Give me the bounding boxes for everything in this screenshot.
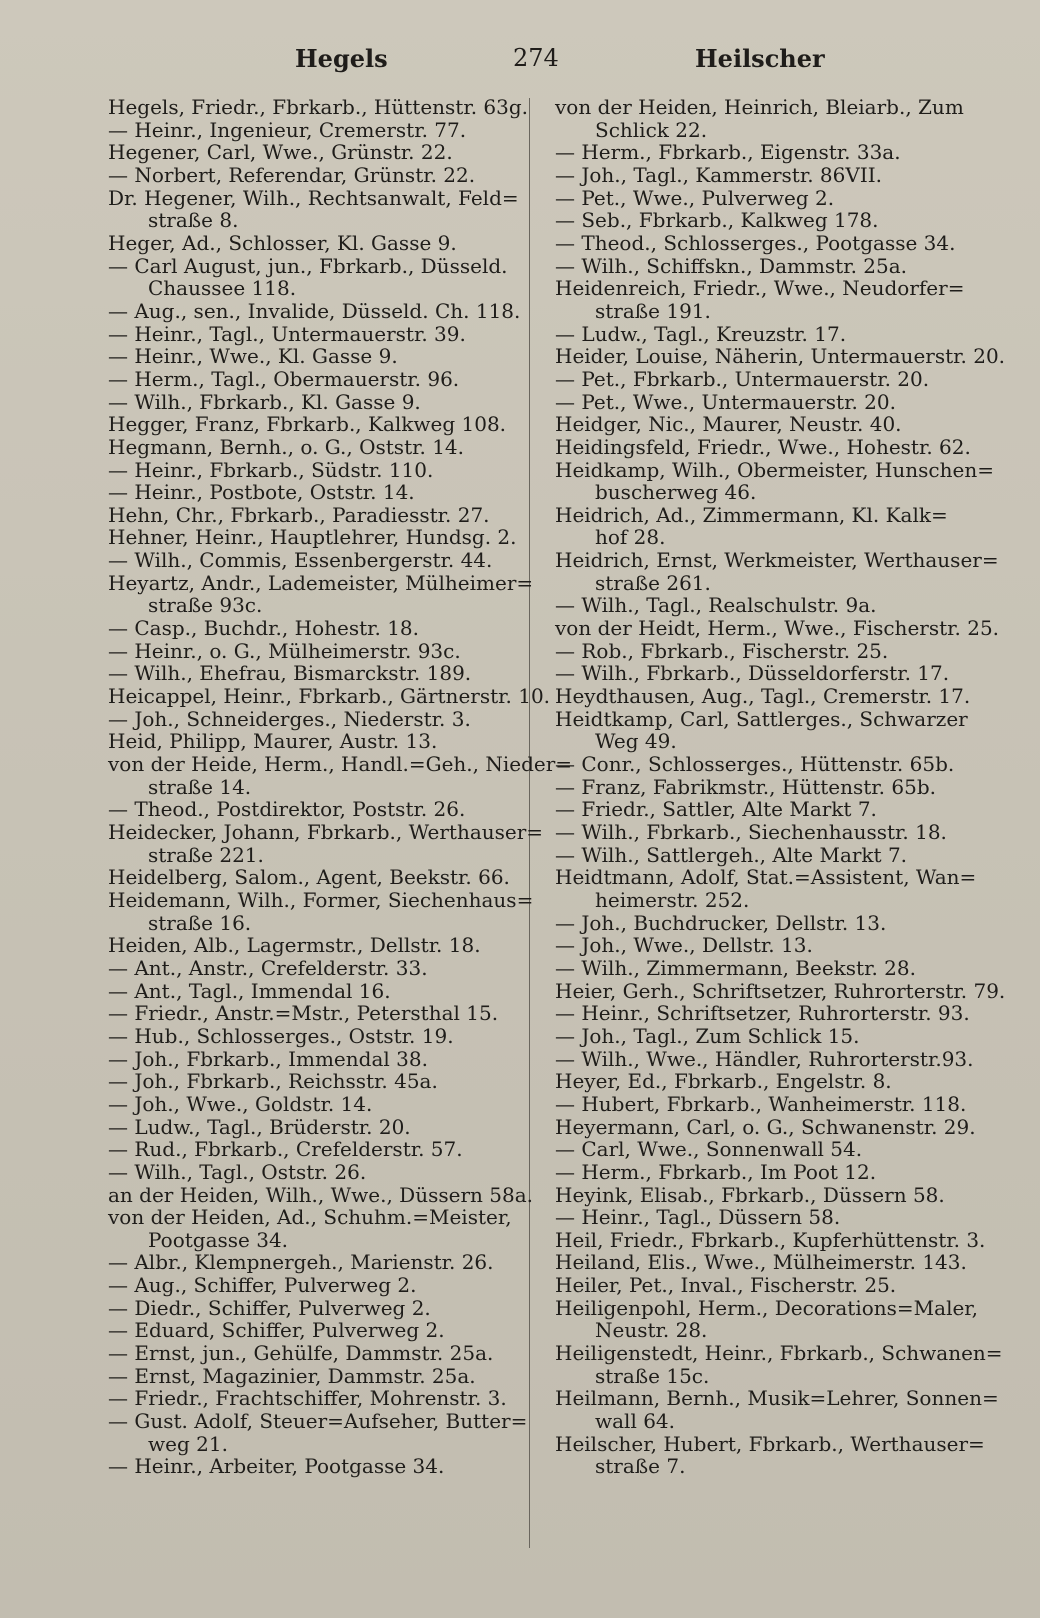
directory-entry: [108, 345, 533, 368]
entry-text: — Heinr., Postbote, Oststr. 14.: [108, 480, 415, 505]
entry-text: Heicappel, Heinr., Fbrkarb., Gärtnerstr. 10.: [108, 684, 551, 709]
entry-text: — Wilh., Ehefrau, Bismarckstr. 189.: [108, 661, 472, 686]
entry-text: — Wilh., Sattlergeh., Alte Markt 7.: [555, 842, 908, 867]
header-first-name: Hegels: [295, 44, 388, 73]
directory-entry: [108, 957, 533, 980]
entry-text: Heger, Ad., Schlosser, Kl. Gasse 9.: [108, 230, 457, 255]
directory-entry: [108, 730, 533, 753]
directory-entry: [108, 980, 533, 1003]
entry-text: — Eduard, Schiffer, Pulverweg 2.: [108, 1318, 445, 1343]
directory-entry: [555, 912, 980, 935]
entry-text: — Pet., Wwe., Untermauerstr. 20.: [555, 389, 896, 414]
entry-text: — Heinr., Schriftsetzer, Ruhrorterstr. 93.: [555, 1001, 970, 1026]
directory-entry: [108, 1455, 533, 1478]
entry-text: — Friedr., Sattler, Alte Markt 7.: [555, 797, 877, 822]
entry-text: — Casp., Buchdr., Hohestr. 18.: [108, 616, 420, 641]
entry-text: Hegger, Franz, Fbrkarb., Kalkweg 108.: [108, 412, 507, 437]
entry-text: Heidkamp, Wilh., Obermeister, Hunschen=: [555, 457, 994, 482]
directory-entry: [555, 413, 980, 436]
directory-entry: [555, 1070, 980, 1093]
entry-continuation: Neustr. 28.: [595, 1318, 708, 1343]
entry-continuation: Weg 49.: [595, 729, 677, 754]
directory-entry: [108, 187, 533, 232]
directory-entry: [108, 1387, 533, 1410]
left-column: [108, 95, 573, 1479]
directory-entry: [108, 1048, 533, 1071]
entry-text: Heydthausen, Aug., Tagl., Cremerstr. 17.: [555, 684, 971, 709]
directory-entry: [555, 685, 980, 708]
directory-entry: [555, 753, 980, 776]
entry-continuation: heimerstr. 252.: [595, 887, 750, 912]
directory-entry: [108, 1365, 533, 1388]
entry-text: — Wilh., Fbrkarb., Düsseldorferstr. 17.: [555, 661, 950, 686]
entry-text: — Joh., Wwe., Goldstr. 14.: [108, 1091, 373, 1116]
entry-continuation: Schlick 22.: [595, 117, 708, 142]
entry-text: Heidecker, Johann, Fbrkarb., Werthauser=: [108, 820, 544, 844]
entry-continuation: straße 8.: [148, 208, 239, 233]
entry-text: Heier, Gerh., Schriftsetzer, Ruhrorterstr. 79.: [555, 978, 1006, 1003]
directory-entry: [555, 798, 980, 821]
directory-entry: [555, 640, 980, 663]
entry-text: Hegener, Carl, Wwe., Grünstr. 22.: [108, 140, 453, 165]
entry-text: Heidingsfeld, Friedr., Wwe., Hohestr. 62.: [555, 434, 971, 459]
directory-entry: [555, 708, 980, 753]
entry-text: — Joh., Schneiderges., Niederstr. 3.: [108, 706, 471, 731]
header-last-name: Heilscher: [695, 44, 825, 73]
directory-entry: [108, 1342, 533, 1365]
entry-text: Heyink, Elisab., Fbrkarb., Düssern 58.: [555, 1182, 945, 1207]
entry-text: Dr. Hegener, Wilh., Rechtsanwalt, Feld=: [108, 185, 519, 210]
entry-text: — Wilh., Schiffskn., Dammstr. 25a.: [555, 253, 908, 278]
entry-text: — Heinr., Arbeiter, Pootgasse 34.: [108, 1454, 445, 1479]
entry-text: Heidenreich, Friedr., Wwe., Neudorfer=: [555, 276, 965, 301]
entry-text: — Aug., Schiffer, Pulverweg 2.: [108, 1273, 417, 1298]
entry-text: — Ludw., Tagl., Brüderstr. 20.: [108, 1114, 411, 1139]
directory-entry: [108, 640, 533, 663]
entry-text: Heider, Louise, Näherin, Untermauerstr. 20.: [555, 344, 1006, 369]
directory-entry: [108, 323, 533, 346]
page-number: 274: [513, 44, 559, 72]
entry-text: — Herm., Fbrkarb., Eigenstr. 33a.: [555, 140, 901, 165]
entry-text: — Herm., Tagl., Obermauerstr. 96.: [108, 366, 460, 391]
directory-entry: [108, 436, 533, 459]
directory-entry: [108, 798, 533, 821]
entry-text: — Wilh., Fbrkarb., Kl. Gasse 9.: [108, 389, 421, 414]
entry-text: Heilmann, Bernh., Musik=Lehrer, Sonnen=: [555, 1386, 999, 1411]
directory-entry: [108, 526, 533, 549]
entry-text: Heil, Friedr., Fbrkarb., Kupferhüttenstr. 3.: [555, 1227, 986, 1252]
entry-text: Heidelberg, Salom., Agent, Beekstr. 66.: [108, 865, 510, 890]
directory-entry: [555, 1341, 1003, 1388]
directory-entry: [555, 344, 1006, 369]
directory-entry: [108, 662, 533, 685]
directory-entry: [555, 1002, 980, 1025]
entry-text: — Heinr., Ingenieur, Cremerstr. 77.: [108, 117, 467, 142]
entry-text: — Wilh., Fbrkarb., Siechenhausstr. 18.: [555, 820, 947, 844]
directory-entry: [108, 684, 551, 709]
entry-text: Heyartz, Andr., Lademeister, Mülheimer=: [108, 570, 534, 595]
right-column: [555, 95, 1006, 1479]
directory-entry: [555, 934, 980, 957]
directory-entry: [555, 1386, 999, 1434]
entry-text: Heyer, Ed., Fbrkarb., Engelstr. 8.: [555, 1069, 892, 1094]
entry-text: von der Heidt, Herm., Wwe., Fischerstr. 25.: [555, 616, 1000, 641]
entry-text: — Wilh., Tagl., Oststr. 26.: [108, 1159, 367, 1184]
entry-text: — Joh., Tagl., Kammerstr. 86VII.: [555, 162, 882, 187]
directory-entry: [108, 300, 533, 323]
entry-text: — Diedr., Schiffer, Pulverweg 2.: [108, 1295, 431, 1320]
entry-text: — Ludw., Tagl., Kreuzstr. 17.: [555, 321, 847, 346]
directory-entry: [555, 164, 980, 187]
directory-entry: [555, 821, 980, 844]
directory-entry: [108, 1161, 533, 1184]
directory-entry: [555, 1227, 986, 1252]
directory-entry: [555, 1297, 980, 1342]
entry-text: — Wilh., Tagl., Realschulstr. 9a.: [555, 593, 877, 618]
directory-entry: [555, 866, 980, 911]
entry-text: — Gust. Adolf, Steuer=Aufseher, Butter=: [108, 1409, 528, 1434]
directory-entry: [108, 617, 533, 640]
directory-entry: [555, 1206, 980, 1229]
entry-continuation: straße 93c.: [148, 593, 263, 618]
entry-text: Heiligenstedt, Heinr., Fbrkarb., Schwanen=: [555, 1341, 1003, 1366]
directory-entry: [555, 1184, 980, 1207]
directory-entry: [108, 1116, 533, 1139]
entry-text: — Pet., Wwe., Pulverweg 2.: [555, 185, 835, 210]
entry-text: — Heinr., o. G., Mülheimerstr. 93c.: [108, 638, 461, 663]
directory-entry: [108, 866, 533, 889]
entry-text: — Ernst, jun., Gehülfe, Dammstr. 25a.: [108, 1341, 494, 1366]
entry-text: — Theod., Postdirektor, Poststr. 26.: [108, 797, 466, 822]
directory-entry: [555, 232, 980, 255]
directory-entry: [555, 1093, 980, 1116]
directory-entry: [108, 1410, 533, 1455]
directory-entry: [108, 1251, 533, 1274]
entry-text: Heidrich, Ad., Zimmermann, Kl. Kalk=: [555, 502, 948, 527]
entry-text: — Joh., Fbrkarb., Immendal 38.: [108, 1046, 428, 1071]
entry-continuation: buscherweg 46.: [595, 480, 757, 505]
directory-entry: [108, 1025, 533, 1048]
directory-entry: [555, 1116, 980, 1139]
entry-continuation: Pootgasse 34.: [148, 1227, 289, 1252]
page-header: [0, 44, 1040, 84]
entry-text: Heiler, Pet., Inval., Fischerstr. 25.: [555, 1273, 897, 1298]
entry-continuation: straße 221.: [148, 842, 264, 867]
entry-text: Heiland, Elis., Wwe., Mülheimerstr. 143.: [555, 1250, 967, 1275]
entry-text: — Friedr., Frachtschiffer, Mohrenstr. 3.: [108, 1386, 507, 1411]
directory-entry: [108, 1319, 533, 1342]
entry-text: — Joh., Tagl., Zum Schlick 15.: [555, 1023, 860, 1048]
directory-entry: [108, 1206, 533, 1251]
directory-entry: [108, 255, 533, 300]
entry-text: Heilscher, Hubert, Fbrkarb., Werthauser=: [555, 1431, 985, 1456]
entry-text: — Heinr., Tagl., Düssern 58.: [555, 1205, 841, 1230]
directory-entry: [108, 504, 533, 527]
directory-entry: [108, 1184, 533, 1207]
entry-text: von der Heiden, Heinrich, Bleiarb., Zum: [555, 95, 964, 119]
entry-text: — Ant., Anstr., Crefelderstr. 33.: [108, 955, 428, 980]
entry-text: Heidger, Nic., Maurer, Neustr. 40.: [555, 412, 902, 437]
entry-text: — Joh., Buchdrucker, Dellstr. 13.: [555, 910, 887, 935]
directory-entry: [555, 616, 1000, 641]
entry-text: — Theod., Schlosserges., Pootgasse 34.: [555, 230, 956, 255]
entry-text: Heidtkamp, Carl, Sattlerges., Schwarzer: [555, 706, 968, 731]
entry-text: Heyermann, Carl, o. G., Schwanenstr. 29.: [555, 1114, 976, 1139]
directory-entry: [555, 548, 999, 595]
directory-entry: [555, 1138, 980, 1161]
entry-text: Heidrich, Ernst, Werkmeister, Werthauser=: [555, 548, 999, 573]
directory-entry: [555, 255, 980, 278]
directory-entry: [108, 934, 533, 957]
directory-entry: [108, 572, 533, 617]
directory-entry: [555, 957, 980, 980]
entry-continuation: straße 16.: [148, 910, 252, 935]
directory-entry: [555, 209, 980, 232]
directory-entry: [108, 1297, 533, 1320]
entry-text: — Joh., Wwe., Dellstr. 13.: [555, 933, 813, 958]
entry-text: — Herm., Fbrkarb., Im Poot 12.: [555, 1159, 877, 1184]
directory-entry: [555, 277, 980, 322]
directory-entry: [108, 368, 533, 391]
directory-entry: [555, 391, 980, 414]
entry-text: — Heinr., Wwe., Kl. Gasse 9.: [108, 344, 398, 369]
entry-text: — Rob., Fbrkarb., Fischerstr. 25.: [555, 638, 889, 663]
directory-entry: [108, 391, 533, 414]
directory-entry: [108, 1274, 533, 1297]
directory-entry: [108, 1002, 533, 1025]
entry-text: — Hubert, Fbrkarb., Wanheimerstr. 118.: [555, 1091, 967, 1116]
directory-entry: [555, 1161, 980, 1184]
directory-entry: [108, 1138, 533, 1161]
directory-entry: [555, 141, 980, 164]
directory-entry: [555, 504, 980, 549]
entry-text: — Pet., Fbrkarb., Untermauerstr. 20.: [555, 366, 930, 391]
entry-text: — Ant., Tagl., Immendal 16.: [108, 978, 391, 1003]
directory-entry: [555, 457, 994, 505]
directory-entry: [555, 844, 980, 867]
directory-entry: [108, 96, 533, 119]
directory-entry: [108, 549, 533, 572]
entry-text: — Franz, Fabrikmstr., Hüttenstr. 65b.: [555, 774, 936, 799]
entry-continuation: straße 15c.: [595, 1363, 710, 1388]
directory-entry: [108, 752, 573, 799]
entry-continuation: straße 14.: [148, 774, 252, 799]
entry-text: Heiden, Alb., Lagermstr., Dellstr. 18.: [108, 933, 481, 958]
entry-continuation: hof 28.: [595, 525, 666, 550]
directory-entry: [108, 820, 544, 867]
entry-text: — Albr., Klempnergeh., Marienstr. 26.: [108, 1250, 494, 1275]
directory-entry: [555, 187, 980, 210]
entry-text: — Friedr., Anstr.=Mstr., Petersthal 15.: [108, 1001, 499, 1026]
entry-text: — Conr., Schlosserges., Hüttenstr. 65b.: [555, 752, 955, 777]
entry-continuation: straße 261.: [595, 570, 711, 595]
directory-entry: [555, 978, 1006, 1003]
entry-continuation: straße 191.: [595, 298, 711, 323]
directory-entry: [108, 413, 533, 436]
directory-entry: [555, 1048, 980, 1071]
directory-entry: [555, 436, 980, 459]
directory-entry: [555, 323, 980, 346]
entry-text: Hegmann, Bernh., o. G., Oststr. 14.: [108, 434, 464, 459]
entry-text: — Norbert, Referendar, Grünstr. 22.: [108, 162, 476, 187]
entry-text: — Heinr., Fbrkarb., Südstr. 110.: [108, 457, 434, 482]
entry-text: — Wilh., Wwe., Händler, Ruhrorterstr.93.: [555, 1046, 974, 1071]
entry-text: Heidemann, Wilh., Former, Siechenhaus=: [108, 887, 534, 912]
entry-continuation: straße 7.: [595, 1454, 686, 1479]
directory-entry: [555, 776, 980, 799]
entry-text: — Seb., Fbrkarb., Kalkweg 178.: [555, 208, 879, 233]
directory-entry: [555, 96, 980, 141]
entry-text: Hehner, Heinr., Hauptlehrer, Hundsg. 2.: [108, 525, 517, 550]
directory-entry: [555, 1274, 980, 1297]
directory-entry: [555, 1251, 980, 1274]
entry-text: Heiligenpohl, Herm., Decorations=Maler,: [555, 1295, 979, 1320]
entry-text: — Wilh., Commis, Essenbergerstr. 44.: [108, 548, 493, 573]
entry-text: — Joh., Fbrkarb., Reichsstr. 45a.: [108, 1069, 438, 1094]
directory-entry: [108, 164, 533, 187]
entry-text: — Heinr., Tagl., Untermauerstr. 39.: [108, 321, 466, 346]
directory-entry: [108, 232, 533, 255]
entry-continuation: Chaussee 118.: [148, 276, 297, 301]
directory-entry: [108, 459, 533, 482]
directory-entry: [555, 662, 980, 685]
directory-entry: [555, 594, 980, 617]
entry-text: — Rud., Fbrkarb., Crefelderstr. 57.: [108, 1137, 463, 1162]
entry-text: — Carl, Wwe., Sonnenwall 54.: [555, 1137, 863, 1162]
entry-continuation: wall 64.: [595, 1409, 675, 1434]
directory-entry: [108, 1070, 533, 1093]
directory-entry: [555, 1025, 980, 1048]
entry-text: von der Heide, Herm., Handl.=Geh., Nieder=: [108, 752, 573, 777]
entry-text: — Aug., sen., Invalide, Düsseld. Ch. 118.: [108, 298, 521, 323]
directory-entry: [108, 889, 533, 934]
entry-text: — Carl August, jun., Fbrkarb., Düsseld.: [108, 253, 508, 278]
entry-text: Hehn, Chr., Fbrkarb., Paradiesstr. 27.: [108, 502, 490, 527]
entry-text: Heid, Philipp, Maurer, Austr. 13.: [108, 729, 438, 754]
entry-text: — Hub., Schlosserges., Oststr. 19.: [108, 1023, 454, 1048]
directory-entry: [108, 119, 533, 142]
directory-entry: [108, 481, 533, 504]
entry-text: an der Heiden, Wilh., Wwe., Düssern 58a.: [108, 1182, 533, 1207]
entry-text: — Wilh., Zimmermann, Beekstr. 28.: [555, 955, 916, 980]
entry-continuation: weg 21.: [148, 1431, 228, 1456]
entry-text: — Ernst, Magazinier, Dammstr. 25a.: [108, 1363, 476, 1388]
directory-entry: [555, 1431, 985, 1479]
directory-entry: [108, 708, 533, 731]
entry-text: Heidtmann, Adolf, Stat.=Assistent, Wan=: [555, 865, 977, 890]
directory-entry: [555, 368, 980, 391]
directory-entry: [108, 141, 533, 164]
entry-text: Hegels, Friedr., Fbrkarb., Hüttenstr. 63g.: [108, 95, 529, 119]
entry-text: von der Heiden, Ad., Schuhm.=Meister,: [108, 1205, 512, 1230]
directory-entry: [108, 1093, 533, 1116]
